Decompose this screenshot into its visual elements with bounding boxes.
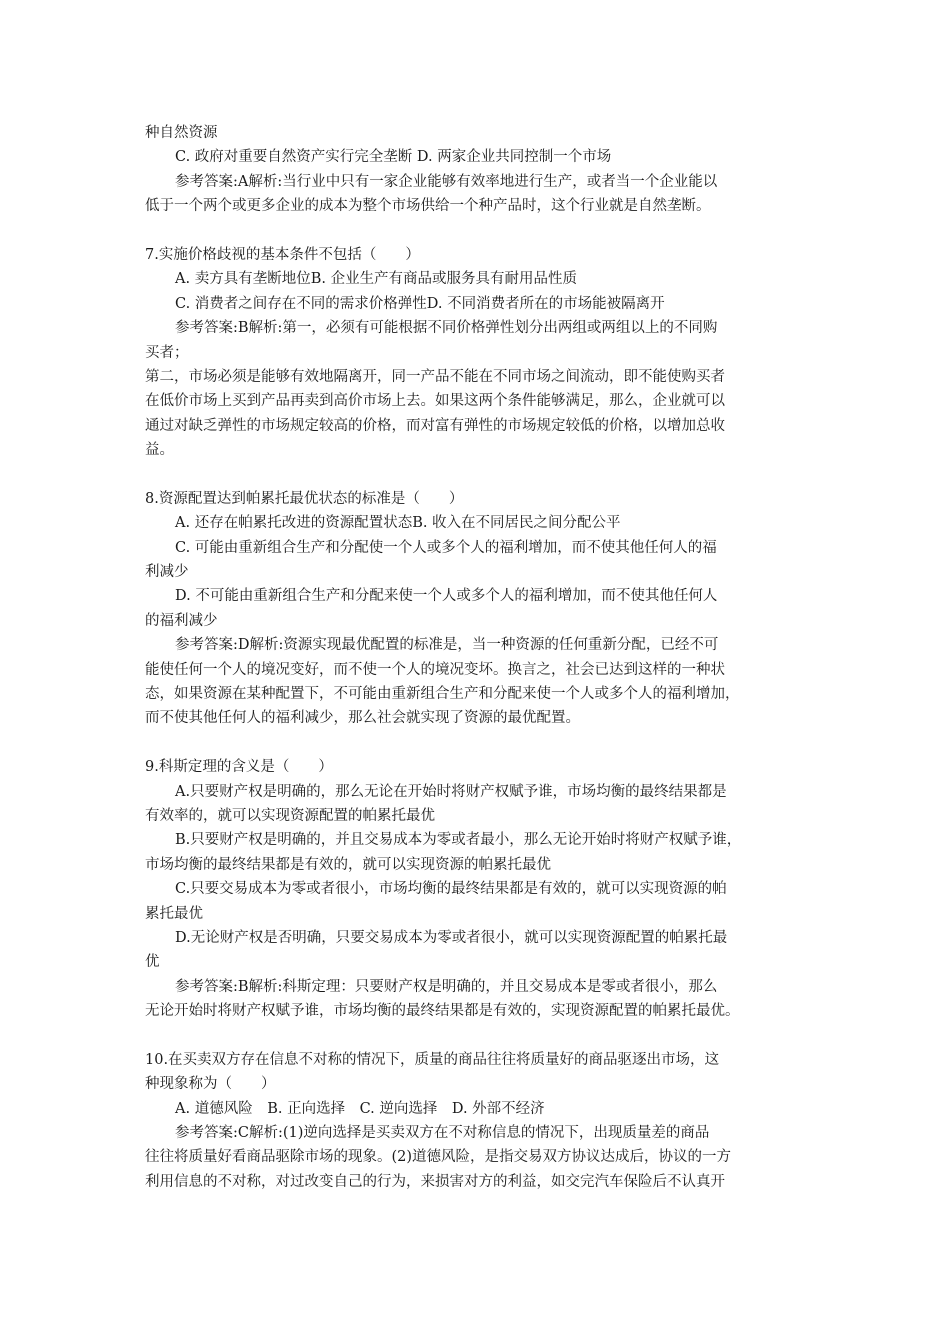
q9-option-a: A.只要财产权是明确的，那么无论在开始时将财产权赋予谁，市场均衡的最终结果都是 <box>175 783 727 800</box>
q9-answer-line: 参考答案:B解析:科斯定理：只要财产权是明确的，并且交易成本是零或者很小，那么 <box>175 978 718 995</box>
q9-option-a: 有效率的，就可以实现资源配置的帕累托最优 <box>145 807 435 824</box>
q10-stem: 10.在买卖双方存在信息不对称的情况下，质量的商品往往将质量好的商品驱逐出市场，这 <box>145 1051 720 1068</box>
q8-option-c: C. 可能由重新组合生产和分配使一个人或多个人的福利增加，而不使其他任何人的福 <box>175 539 717 556</box>
q10-answer-line: 往往将质量好看商品驱除市场的现象。(2)道德风险，是指交易双方协议达成后，协议的一方 <box>145 1149 732 1166</box>
q7-answer-line: 第二，市场必须是能够有效地隔离开，同一产品不能在不同市场之间流动，即不能使购买者 <box>145 368 725 385</box>
q8-answer-line: 而不使其他任何人的福利减少，那么社会就实现了资源的最优配置。 <box>145 710 580 727</box>
q6-option-cd: C. 政府对重要自然资产实行完全垄断 D. 两家企业共同控制一个市场 <box>175 149 612 166</box>
q10-answer-line: 利用信息的不对称，对过改变自己的行为，来损害对方的利益，如交完汽车保险后不认真开 <box>145 1173 725 1190</box>
q7-answer-line: 买者； <box>145 344 189 361</box>
q7-answer-line: 在低价市场上买到产品再卖到高价市场上去。如果这两个条件能够满足，那么，企业就可以 <box>145 393 725 410</box>
q7-answer-line: 通过对缺乏弹性的市场规定较高的价格，而对富有弹性的市场规定较低的价格，以增加总收 <box>145 417 725 434</box>
q8-option-d: 的福利减少 <box>145 612 218 629</box>
q10-stem: 种现象称为（ ） <box>145 1076 276 1093</box>
q9-option-c: C.只要交易成本为零或者很小，市场均衡的最终结果都是有效的，就可以实现资源的帕 <box>175 881 727 898</box>
q8-option-ab: A. 还存在帕累托改进的资源配置状态B. 收入在不同居民之间分配公平 <box>175 515 621 532</box>
q7-option-cd: C. 消费者之间存在不同的需求价格弹性D. 不同消费者所在的市场能被隔离开 <box>175 295 665 312</box>
q6-answer-line: 低于一个两个或更多企业的成本为整个市场供给一个种产品时，这个行业就是自然垄断。 <box>145 198 711 215</box>
q10-options: A. 道德风险 B. 正向选择 C. 逆向选择 D. 外部不经济 <box>175 1100 545 1117</box>
q7-answer-line: 益。 <box>145 442 174 459</box>
q7-stem: 7.实施价格歧视的基本条件不包括（ ） <box>145 246 420 263</box>
q9-option-d: 优 <box>145 954 160 971</box>
q9-option-d: D.无论财产权是否明确，只要交易成本为零或者很小，就可以实现资源配置的帕累托最 <box>175 929 728 946</box>
q8-answer-line: 能使任何一个人的境况变好，而不使一个人的境况变坏。换言之，社会已达到这样的一种状 <box>145 661 725 678</box>
q6-answer-line: 参考答案:A解析:当行业中只有一家企业能够有效率地进行生产，或者当一个企业能以 <box>175 173 718 190</box>
q9-option-c: 累托最优 <box>145 905 203 922</box>
q9-answer-line: 无论开始时将财产权赋予谁，市场均衡的最终结果都是有效的，实现资源配置的帕累托最优。 <box>145 1003 740 1020</box>
q9-option-b: B.只要财产权是明确的，并且交易成本为零或者最小，那么无论开始时将财产权赋予谁， <box>175 832 742 849</box>
document-page <box>145 121 810 1194</box>
q7-option-ab: A. 卖方具有垄断地位B. 企业生产有商品或服务具有耐用品性质 <box>175 271 578 288</box>
q10-answer-line: 参考答案:C解析:(1)逆向选择是买卖双方在不对称信息的情况下，出现质量差的商品 <box>175 1125 710 1142</box>
q9-stem: 9.科斯定理的含义是（ ） <box>145 759 333 776</box>
q8-option-d: D. 不可能由重新组合生产和分配来使一个人或多个人的福利增加，而不使其他任何人 <box>175 588 718 605</box>
q6-stem-tail: 种自然资源 <box>145 125 218 141</box>
q8-answer-line: 态，如果资源在某种配置下，不可能由重新组合生产和分配来使一个人或多个人的福利增加， <box>145 685 740 702</box>
q8-stem: 8.资源配置达到帕累托最优状态的标准是（ ） <box>145 490 464 507</box>
q9-option-b: 市场均衡的最终结果都是有效的，就可以实现资源的帕累托最优 <box>145 856 551 873</box>
q8-option-c: 利减少 <box>145 564 189 581</box>
q7-answer-line: 参考答案:B解析:第一，必须有可能根据不同价格弹性划分出两组或两组以上的不同购 <box>175 320 718 337</box>
q8-answer-line: 参考答案:D解析:资源实现最优配置的标准是，当一种资源的任何重新分配，已经不可 <box>175 637 719 654</box>
